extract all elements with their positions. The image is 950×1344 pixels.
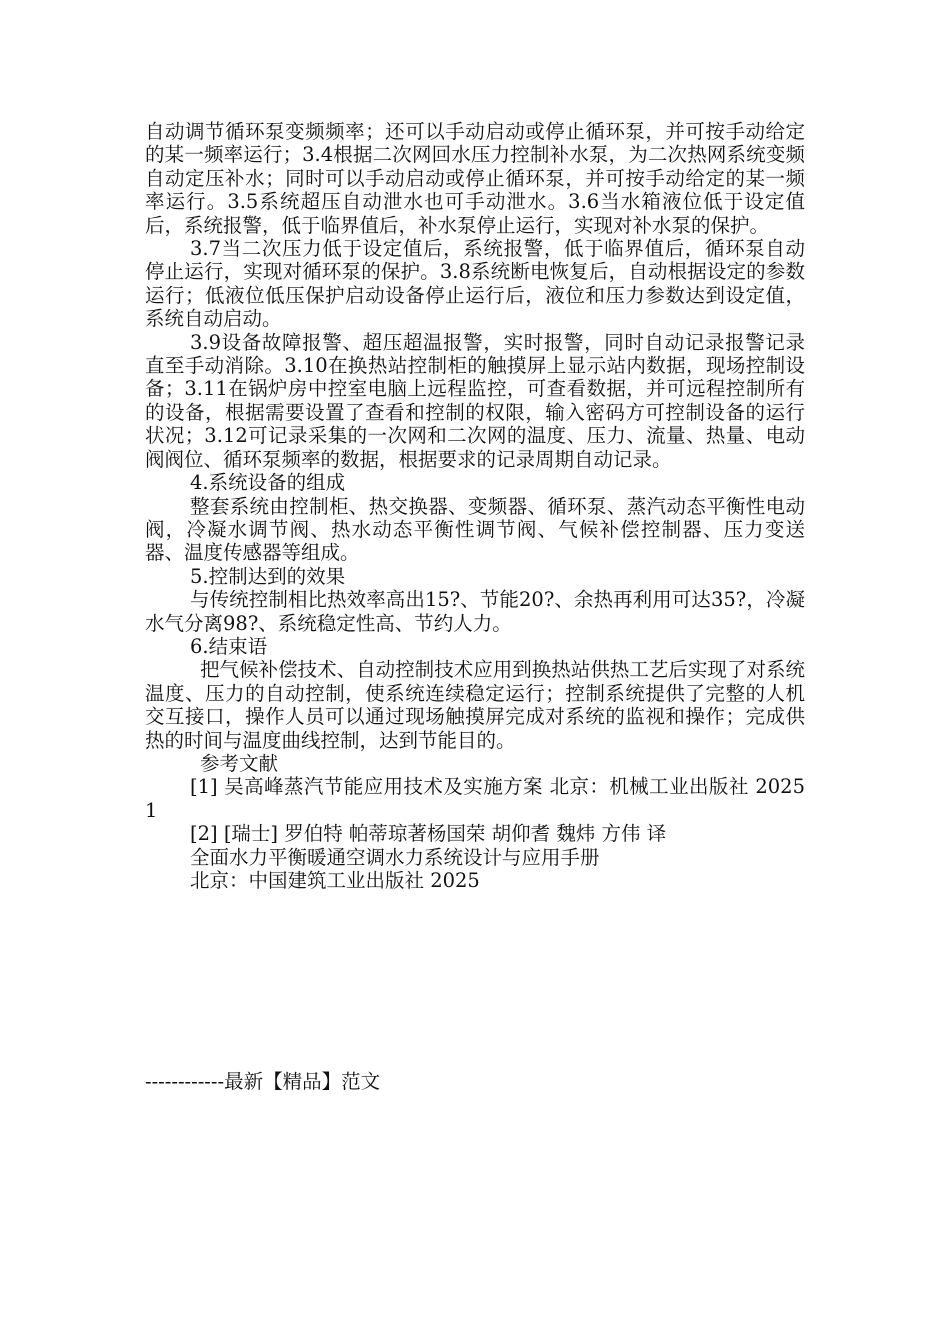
paragraph-control-functions-2: 3.7当二次压力低于设定值后，系统报警，低于临界值后，循环泵自动停止运行，实现对循环泵的保护。3.8系统断电恢复后，自动根据设定的参数运行；低液位低压保护启动设备停止运行后，液位和压力参数达到设定值，系统自动启动。 <box>145 237 805 331</box>
document-body <box>145 120 805 892</box>
paragraph-control-functions-1: 自动调节循环泵变频频率；还可以手动启动或停止循环泵，并可按手动给定的某一频率运行；3.4根据二次网回水压力控制补水泵，为二次热网系统变频自动定压补水；同时可以手动启动或停止循环泵，并可按手动给定的某一频率运行。3.5系统超压自动泄水也可手动泄水。3.6当水箱液位低于设定值后，系统报警，低于临界值后，补水泵停止运行，实现对补水泵的保护。 <box>145 120 805 237</box>
reference-1: [1] 吴高峰蒸汽节能应用技术及实施方案 北京：机械工业出版社 2025 1 <box>145 775 805 822</box>
section-heading-conclusion: 6.结束语 <box>190 634 268 658</box>
section-heading-equipment: 4.系统设备的组成 <box>190 471 346 495</box>
reference-2-line-3: 北京：中国建筑工业出版社 2025 <box>190 869 480 892</box>
paragraph-control-functions-3: 3.9设备故障报警、超压超温报警，实时报警，同时自动记录报警记录直至手动消除。3.10在换热站控制柜的触摸屏上显示站内数据，现场控制设备；3.11在锅炉房中控室电脑上远程监控，可查看数据，并可远程控制所有的设备，根据需要设置了查看和控制的权限，输入密码方可控制设备的运行状况；3.12可记录采集的一次网和二次网的温度、压力、流量、热量、电动阀阀位、循环泵频率的数据，根据要求的记录周期自动记录。 <box>145 330 805 471</box>
paragraph-effects: 与传统控制相比热效率高出15?、节能20?、余热再利用可达35?，冷凝水气分离98?、系统稳定性高、节约人力。 <box>145 588 805 635</box>
paragraph-conclusion: 把气候补偿技术、自动控制技术应用到换热站供热工艺后实现了对系统温度、压力的自动控制，使系统连续稳定运行；控制系统提供了完整的人机交互接口，操作人员可以通过现场触摸屏完成对系统的监视和操作；完成供热的时间与温度曲线控制，达到节能目的。 <box>145 658 805 752</box>
reference-2-line-2: 全面水力平衡暖通空调水力系统设计与应用手册 <box>190 845 600 869</box>
section-heading-effects: 5.控制达到的效果 <box>190 564 346 588</box>
paragraph-equipment: 整套系统由控制柜、热交换器、变频器、循环泵、蒸汽动态平衡性电动阀，冷凝水调节阀、热水动态平衡性调节阀、气候补偿控制器、压力变送器、温度传感器等组成。 <box>145 494 805 565</box>
reference-2-line-1: [2] [瑞士] 罗伯特 帕蒂琼著杨国荣 胡仰耆 魏炜 方伟 译 <box>190 822 667 846</box>
footer-tagline: ------------最新【精品】范文 <box>145 1070 381 1093</box>
references-title: 参考文献 <box>200 751 279 775</box>
